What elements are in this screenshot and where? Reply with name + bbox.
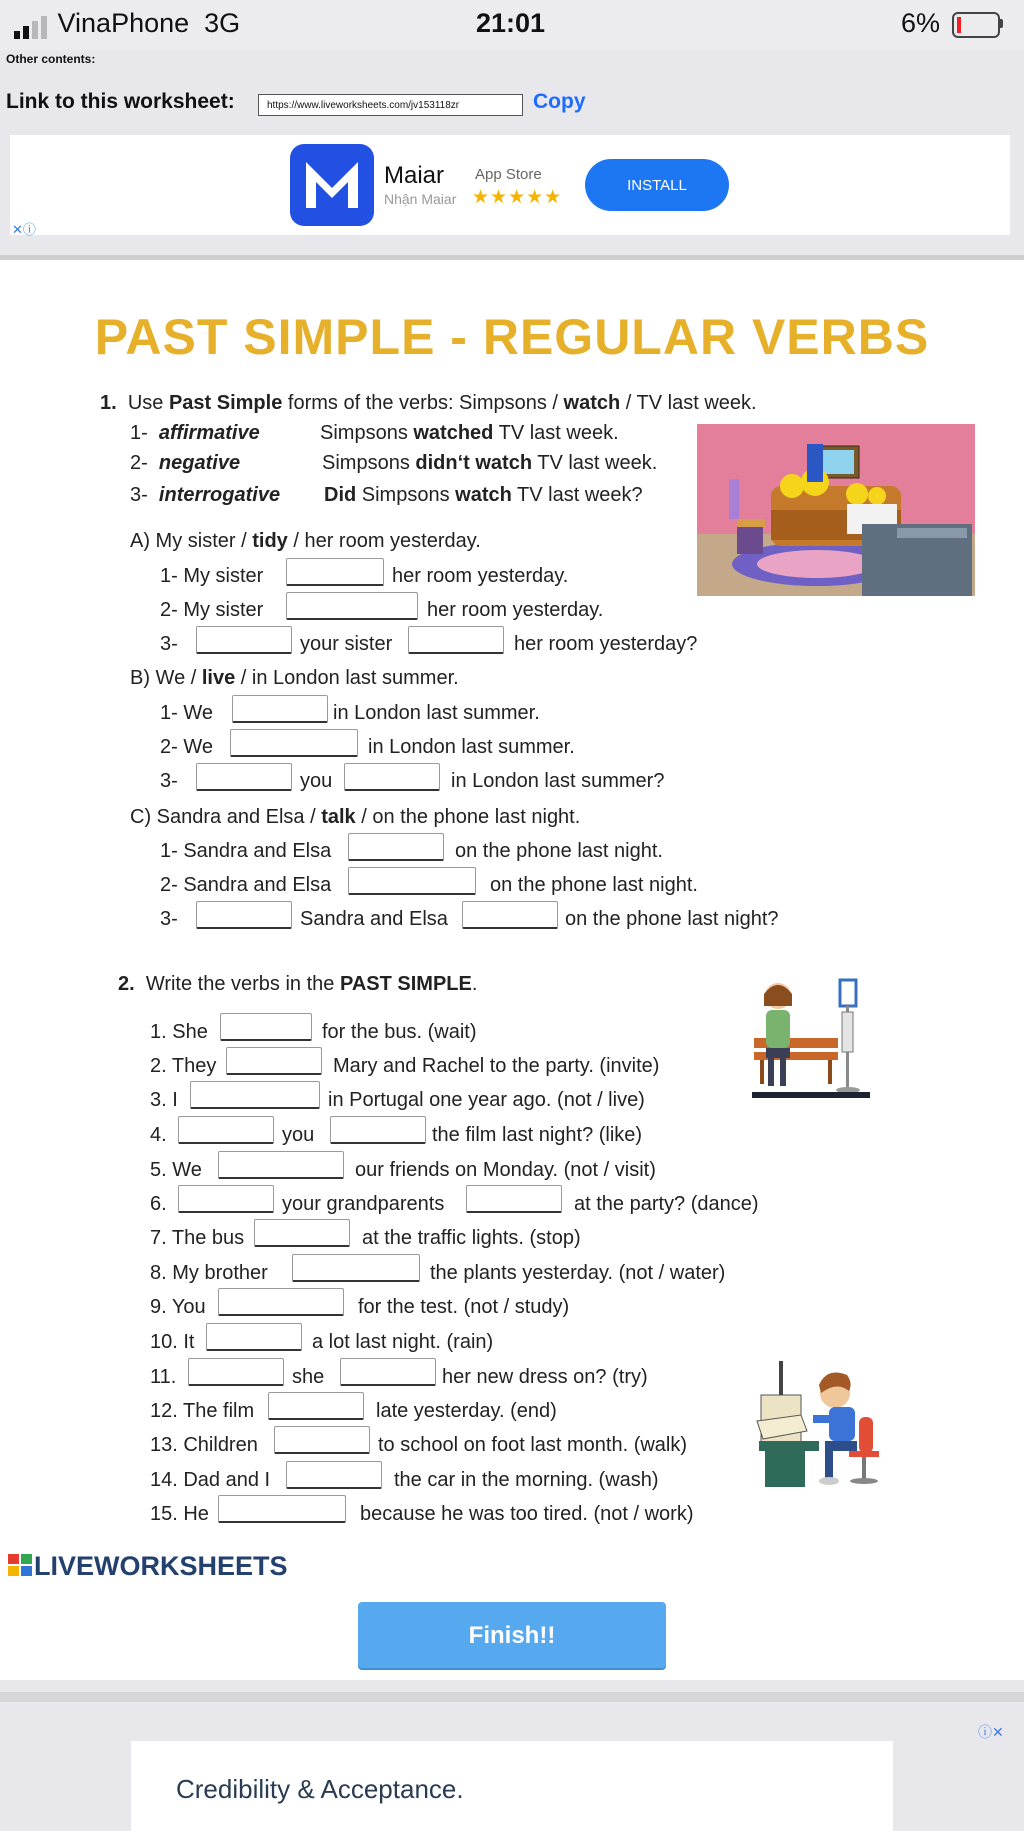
answer-field[interactable] [286, 1461, 382, 1489]
answer-field[interactable] [286, 558, 384, 586]
ex2-instruction [118, 973, 477, 996]
form-bold: Did [324, 484, 357, 506]
answer-field[interactable] [232, 695, 328, 723]
heading-part: / in London last summer. [235, 667, 459, 689]
ex1-a-line3-a: 3- [160, 633, 178, 655]
form-bold: watched [413, 422, 494, 444]
heading-part: / on the phone last night. [355, 806, 581, 828]
ex2-item-9-b: for the test. (not / study) [358, 1296, 570, 1318]
ex1-text-a: Use [127, 392, 169, 414]
heading-part: B) We / [130, 667, 202, 689]
ex1-text-d: watch [563, 392, 621, 414]
heading-verb: talk [321, 806, 356, 828]
ex1-c-line3-a: 3- [160, 908, 178, 930]
ex2-item-8-b: the plants yesterday. (not / water) [430, 1262, 726, 1284]
ex2-item-7-a: 7. The bus [150, 1227, 245, 1249]
answer-field[interactable] [196, 763, 292, 791]
ad-app-subtitle: Nhận Maiar [384, 191, 457, 207]
battery-nub [1000, 19, 1003, 28]
ex2-text-c: . [471, 973, 478, 995]
answer-field[interactable] [226, 1047, 322, 1075]
ex2-item-5-a: 5. We [150, 1159, 202, 1181]
answer-field[interactable] [348, 867, 476, 895]
finish-button[interactable]: Finish!! [358, 1602, 666, 1668]
network-type: 3G [204, 8, 241, 38]
simpsons-illustration [697, 424, 975, 596]
ex2-item-13-b: to school on foot last month. (walk) [378, 1434, 688, 1456]
form-pre: Simpsons [320, 422, 414, 444]
ex2-item-4-b: you [282, 1124, 315, 1146]
ex2-item-3-b: in Portugal one year ago. (not / live) [328, 1089, 645, 1111]
answer-field[interactable] [188, 1358, 284, 1386]
form-kind: interrogative [158, 484, 281, 506]
form-example-negative [322, 452, 657, 475]
form-label-interrogative [130, 484, 280, 507]
bus-stop-image [752, 976, 870, 1100]
answer-field[interactable] [330, 1116, 426, 1144]
divider [0, 1692, 1024, 1702]
ex1-text-b: Past Simple [168, 392, 283, 414]
ad-store-label: App Store [475, 166, 542, 183]
ex2-item-6-c: at the party? (dance) [574, 1193, 759, 1215]
form-num: 2- [130, 452, 148, 474]
answer-field[interactable] [178, 1185, 274, 1213]
answer-field[interactable] [268, 1392, 364, 1420]
simpsons-couch-image [697, 424, 975, 596]
answer-field[interactable] [218, 1495, 346, 1523]
battery-percent: 6% [901, 8, 941, 38]
ex1-c-line2-a: 2- Sandra and Elsa [160, 874, 332, 896]
ex2-item-2-b: Mary and Rachel to the party. (invite) [333, 1055, 660, 1077]
ex1-b-line3-c: in London last summer? [451, 770, 665, 792]
form-label-negative [130, 452, 240, 475]
ex2-item-3-a: 3. I [150, 1089, 178, 1111]
worksheet-title: PAST SIMPLE - REGULAR VERBS [94, 309, 930, 365]
ex2-item-8-a: 8. My brother [150, 1262, 268, 1284]
form-pre: Simpsons [322, 452, 416, 474]
ex2-item-11-a: 11. [150, 1366, 177, 1388]
ex2-item-12-b: late yesterday. (end) [376, 1400, 557, 1422]
carrier [14, 8, 240, 39]
ex1-c-line1-b: on the phone last night. [455, 840, 663, 862]
answer-field[interactable] [274, 1426, 370, 1454]
ex2-item-15-a: 15. He [150, 1503, 209, 1525]
ad-close-info-icon[interactable]: ✕ⓘ [12, 222, 36, 237]
ex1-c-line1-a: 1- Sandra and Elsa [160, 840, 332, 862]
carrier-name: VinaPhone [57, 8, 190, 38]
answer-field[interactable] [254, 1219, 350, 1247]
ex1-number: 1. [100, 392, 117, 414]
link-label: Link to this worksheet: [6, 90, 235, 113]
copy-link-button[interactable]: Copy [533, 90, 586, 113]
ex1-text-e: / TV last week. [620, 392, 757, 414]
form-bold-2: watch [455, 484, 512, 506]
answer-field[interactable] [230, 729, 358, 757]
answer-field[interactable] [218, 1288, 344, 1316]
form-post: TV last week? [511, 484, 643, 506]
ex1-b-heading [130, 667, 459, 690]
form-example-affirmative [320, 422, 619, 445]
ex1-c-heading [130, 806, 580, 829]
ex2-item-1-b: for the bus. (wait) [322, 1021, 477, 1043]
ex1-a-line3-b: your sister [300, 633, 393, 655]
heading-part: A) My sister / [130, 530, 253, 552]
ex2-item-11-b: she [292, 1366, 325, 1388]
ex1-b-line3-b: you [300, 770, 333, 792]
ex2-item-12-a: 12. The film [150, 1400, 255, 1422]
worksheet-link-field[interactable]: https://www.liveworksheets.com/jv153118zr [258, 94, 523, 116]
ex1-c-line3-b: Sandra and Elsa [300, 908, 448, 930]
answer-field[interactable] [348, 833, 444, 861]
ex1-b-line2-a: 2- We [160, 736, 213, 758]
answer-field[interactable] [190, 1081, 320, 1109]
answer-field[interactable] [466, 1185, 562, 1213]
answer-field[interactable] [178, 1116, 274, 1144]
answer-field[interactable] [196, 901, 292, 929]
ex2-number: 2. [118, 973, 135, 995]
ex2-item-11-c: her new dress on? (try) [442, 1366, 648, 1388]
other-contents-label: Other contents: [6, 52, 96, 66]
form-kind: affirmative [158, 422, 260, 444]
form-label-affirmative [130, 422, 260, 445]
heading-verb: tidy [252, 530, 288, 552]
ex2-item-14-b: the car in the morning. (wash) [394, 1469, 659, 1491]
install-button[interactable]: INSTALL [585, 159, 729, 211]
ex1-a-line1-a: 1- My sister [160, 565, 264, 587]
ex2-item-10-a: 10. It [150, 1331, 195, 1353]
ex1-c-line3-c: on the phone last night? [565, 908, 779, 930]
ex1-b-line1-b: in London last summer. [333, 702, 540, 724]
answer-field[interactable] [196, 626, 292, 654]
form-num: 1- [130, 422, 148, 444]
ex1-b-line3-a: 3- [160, 770, 178, 792]
clock: 21:01 [476, 8, 546, 38]
ex2-item-7-b: at the traffic lights. (stop) [362, 1227, 581, 1249]
bottom-ad-text: Credibility & Acceptance. [176, 1774, 464, 1804]
ex1-c-line2-b: on the phone last night. [490, 874, 698, 896]
ex1-a-line2-a: 2- My sister [160, 599, 264, 621]
ex1-a-line3-c: her room yesterday? [514, 633, 698, 655]
bottom-ad-close-info-icon[interactable]: ⓘ✕ [978, 1724, 1004, 1740]
maiar-app-icon[interactable] [290, 144, 374, 226]
form-kind: negative [158, 452, 241, 474]
liveworksheets-logo [8, 1551, 288, 1582]
ex2-item-6-b: your grandparents [282, 1193, 445, 1215]
form-mid: Simpsons [356, 484, 456, 506]
form-num: 3- [130, 484, 148, 506]
battery-level [957, 17, 961, 33]
ex2-item-14-a: 14. Dad and I [150, 1469, 271, 1491]
ex1-b-line2-b: in London last summer. [368, 736, 575, 758]
app-ad-banner[interactable] [10, 135, 1010, 235]
heading-part: / her room yesterday. [287, 530, 481, 552]
brand-text: LIVEWORKSHEETS [34, 1551, 288, 1581]
maiar-logo-icon [290, 144, 374, 226]
ex1-a-heading [130, 530, 481, 553]
form-post: TV last week. [532, 452, 658, 474]
ex2-item-5-b: our friends on Monday. (not / visit) [355, 1159, 656, 1181]
ex2-item-2-a: 2. They [150, 1055, 217, 1077]
boy-computer-image [755, 1355, 891, 1490]
heading-part: C) Sandra and Elsa / [130, 806, 322, 828]
ex2-text-b: PAST SIMPLE [339, 973, 472, 995]
answer-field[interactable] [462, 901, 558, 929]
ex2-item-13-a: 13. Children [150, 1434, 258, 1456]
answer-field[interactable] [344, 763, 440, 791]
liveworksheets-logo-icon [8, 1554, 34, 1578]
ex1-b-line1-a: 1- We [160, 702, 213, 724]
ex2-item-10-b: a lot last night. (rain) [312, 1331, 494, 1353]
bus-stop-illustration [752, 976, 870, 1100]
ex1-a-line1-b: her room yesterday. [392, 565, 569, 587]
form-bold: didn‘t watch [415, 452, 533, 474]
ex1-text-c: forms of the verbs: Simpsons / [282, 392, 564, 414]
answer-field[interactable] [220, 1013, 312, 1041]
answer-field[interactable] [340, 1358, 436, 1386]
ex1-instruction [100, 392, 757, 415]
ad-app-name: Maiar [384, 162, 445, 189]
ex2-item-1-a: 1. She [150, 1021, 208, 1043]
ex2-item-4-c: the film last night? (like) [432, 1124, 643, 1146]
heading-verb: live [201, 667, 236, 689]
answer-field[interactable] [292, 1254, 420, 1282]
ex2-text-a: Write the verbs in the [145, 973, 340, 995]
ex1-a-line2-b: her room yesterday. [427, 599, 604, 621]
ex2-item-6-a: 6. [150, 1193, 167, 1215]
form-post: TV last week. [493, 422, 619, 444]
ex2-item-4-a: 4. [150, 1124, 167, 1146]
answer-field[interactable] [286, 592, 418, 620]
ad-rating-stars: ★★★★★ [472, 187, 563, 208]
answer-field[interactable] [206, 1323, 302, 1351]
status-bar [0, 0, 1024, 50]
boy-computer-illustration [755, 1355, 891, 1490]
form-example-interrogative [324, 484, 643, 507]
signal-icon [14, 8, 50, 38]
answer-field[interactable] [218, 1151, 344, 1179]
ex2-item-9-a: 9. You [150, 1296, 206, 1318]
answer-field[interactable] [408, 626, 504, 654]
ex2-item-15-b: because he was too tired. (not / work) [360, 1503, 694, 1525]
